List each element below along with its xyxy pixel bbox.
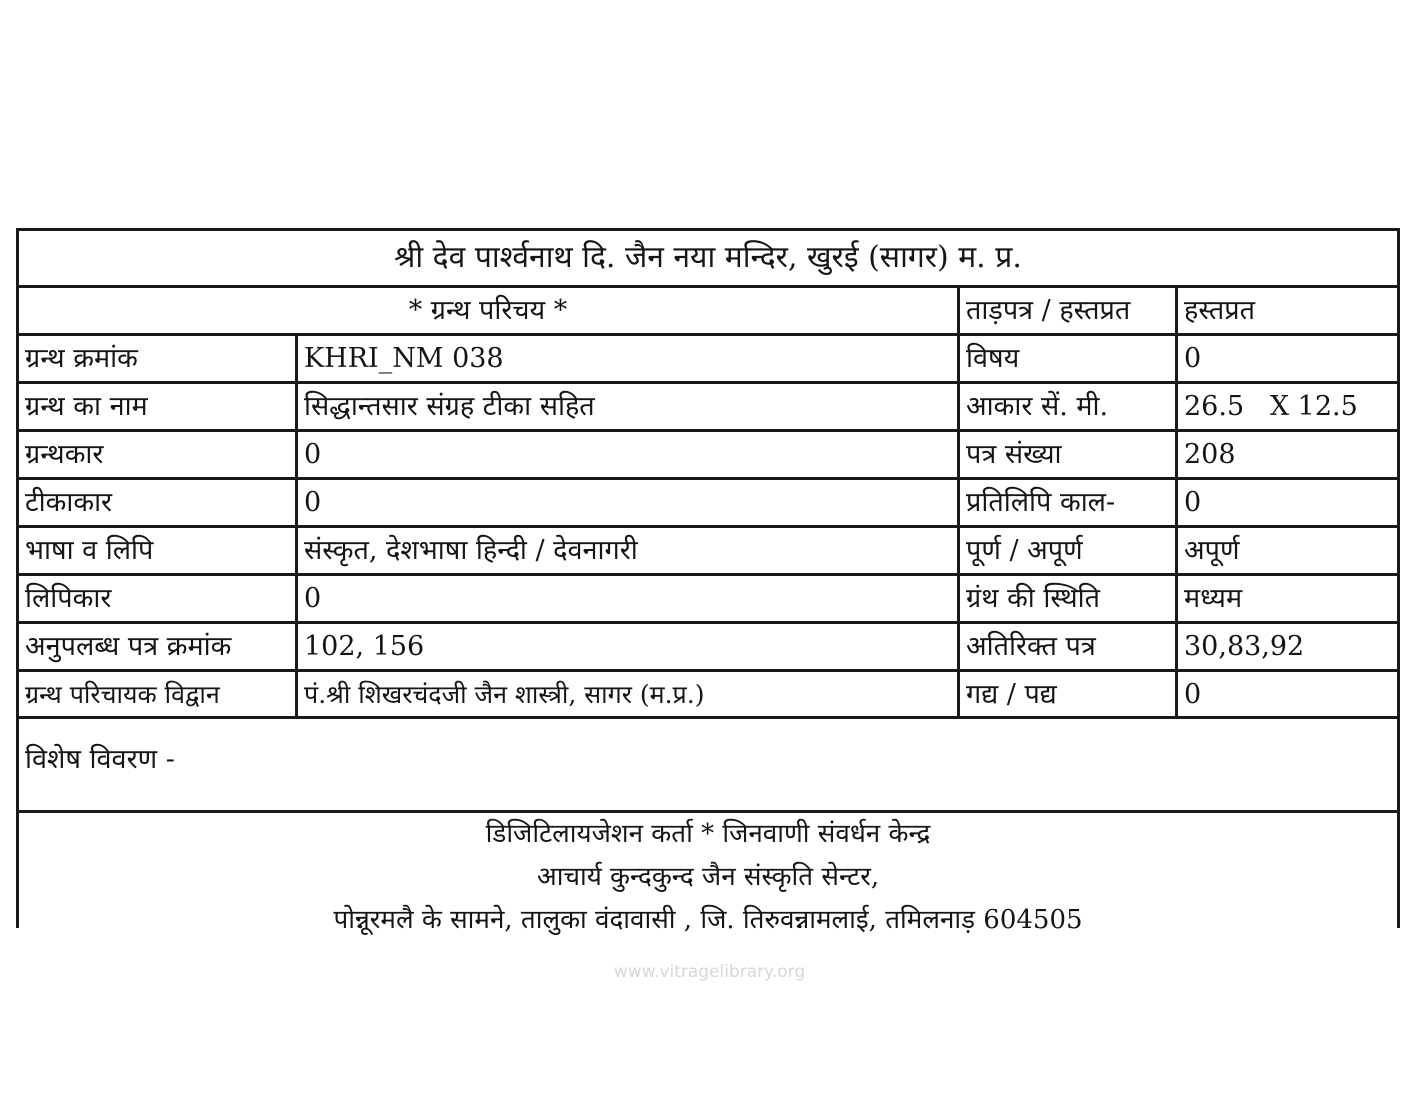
row-value-2: 0 <box>1175 480 1397 525</box>
row-value: सिद्धान्तसार संग्रह टीका सहित <box>295 384 957 429</box>
table-row <box>19 624 1397 672</box>
material-label: ताड़पत्र / हस्तप्रत <box>957 288 1175 333</box>
table-row <box>19 480 1397 528</box>
footer-line-1: डिजिटिलायजेशन कर्ता * जिनवाणी संवर्धन केन्द्र <box>485 819 931 849</box>
temple-title: श्री देव पार्श्वनाथ दि. जैन नया मन्दिर, खुरई (सागर) म. प्र. <box>394 240 1022 275</box>
footer-line-3: पोन्नूरमलै के सामने, तालुका वंदावासी , जि. तिरुवन्नामलाई, तमिलनाड़ 604505 <box>333 905 1083 935</box>
row-label: ग्रन्थ परिचायक विद्वान <box>25 679 220 709</box>
table-row <box>19 336 1397 384</box>
row-value: KHRI_NM 038 <box>295 336 957 381</box>
table-row <box>19 576 1397 624</box>
remarks-label: विशेष विवरण - <box>25 744 175 775</box>
row-value: 0 <box>295 480 957 525</box>
catalog-card <box>16 228 1400 935</box>
row-label: ग्रन्थ का नाम <box>25 391 148 422</box>
row-value-2: 30,83,92 <box>1175 624 1397 669</box>
row-label: टीकाकार <box>25 487 113 518</box>
row-label-2: पत्र संख्या <box>957 432 1175 477</box>
row-value: पं.श्री शिखरचंदजी जैन शास्त्री, सागर (म.प्र.) <box>295 672 957 716</box>
row-label-2: ग्रंथ की स्थिति <box>957 576 1175 621</box>
row-label-2: प्रतिलिपि काल- <box>957 480 1175 525</box>
footer-line-2: आचार्य कुन्दकुन्द जैन संस्कृति सेन्टर, <box>536 862 880 892</box>
row-label-2: पूर्ण / अपूर्ण <box>957 528 1175 573</box>
material-value: हस्तप्रत <box>1175 288 1397 333</box>
row-label: ग्रन्थ क्रमांक <box>25 343 138 374</box>
row-label-2: आकार सें. मी. <box>957 384 1175 429</box>
row-value: 0 <box>295 432 957 477</box>
header-row <box>19 288 1397 336</box>
row-value: 0 <box>295 576 957 621</box>
row-label: ग्रन्थकार <box>25 439 104 470</box>
row-value-2: 208 <box>1175 432 1397 477</box>
table-row <box>19 432 1397 480</box>
row-label: लिपिकार <box>25 583 112 614</box>
row-label-2: अतिरिक्त पत्र <box>957 624 1175 669</box>
row-value-2: 26.5 X 12.5 <box>1175 384 1397 429</box>
watermark: www.vitragelibrary.org <box>613 962 806 982</box>
table-row <box>19 384 1397 432</box>
table-row <box>19 672 1397 719</box>
row-label-2: गद्य / पद्य <box>957 672 1175 716</box>
footer-credits <box>19 813 1397 935</box>
title-row <box>19 231 1397 288</box>
row-value-2: मध्यम <box>1175 576 1397 621</box>
table-row <box>19 528 1397 576</box>
row-value-2: 0 <box>1175 336 1397 381</box>
section-heading: * ग्रन्थ परिचय * <box>408 295 568 326</box>
row-label: अनुपलब्ध पत्र क्रमांक <box>25 631 232 662</box>
row-value-2: अपूर्ण <box>1175 528 1397 573</box>
row-value-2: 0 <box>1175 672 1397 716</box>
row-label-2: विषय <box>957 336 1175 381</box>
remarks-section <box>19 719 1397 813</box>
row-value: संस्कृत, देशभाषा हिन्दी / देवनागरी <box>295 528 957 573</box>
row-label: भाषा व लिपि <box>25 535 154 566</box>
row-value: 102, 156 <box>295 624 957 669</box>
